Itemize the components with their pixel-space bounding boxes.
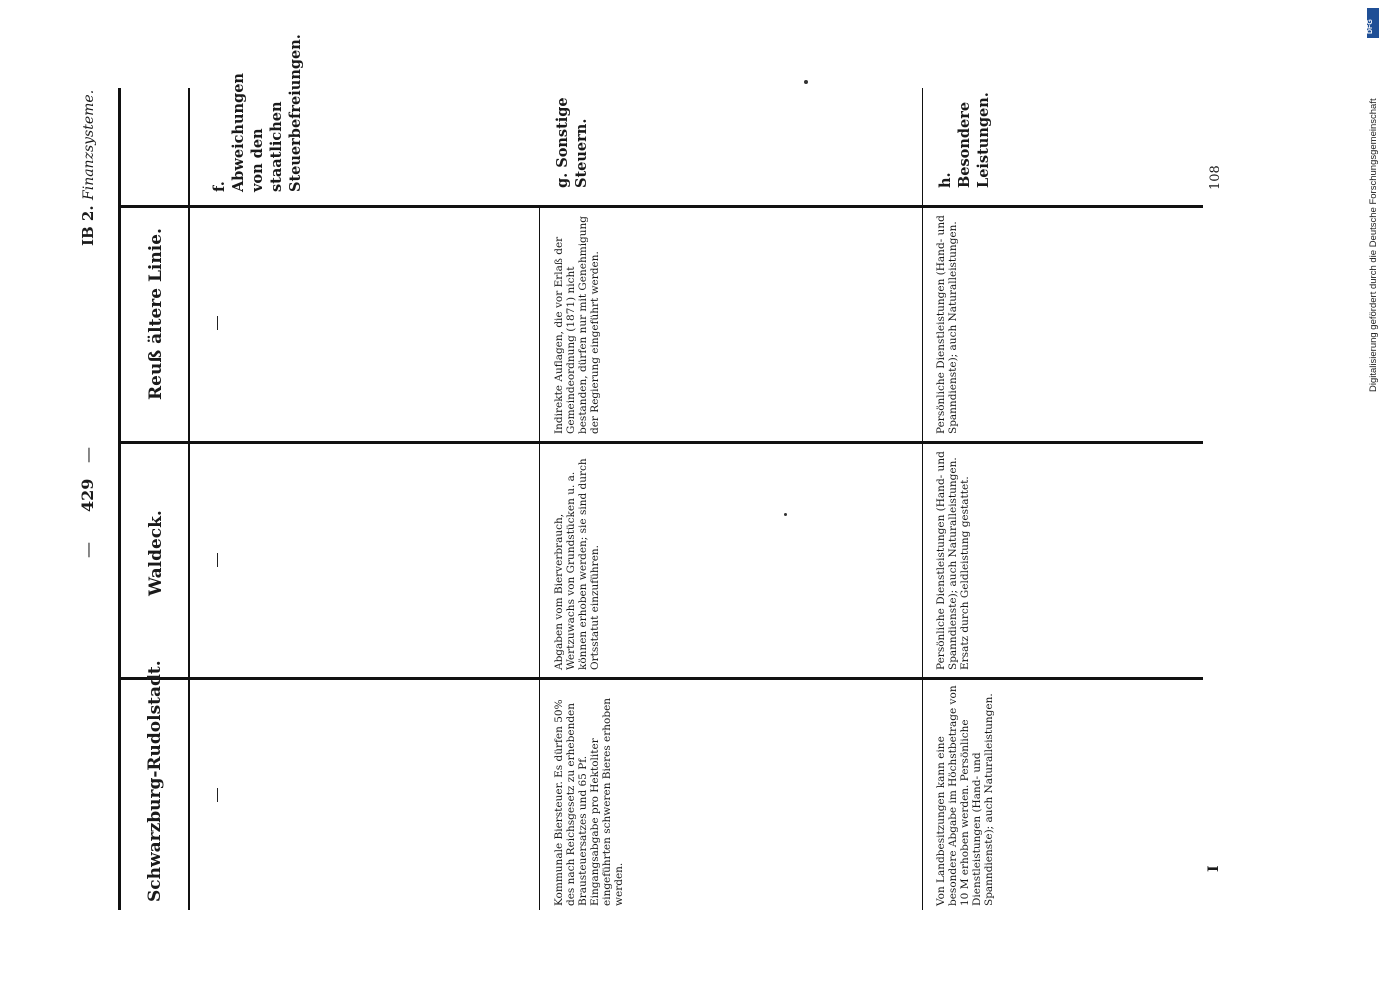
- row-label-f: f. Abweichungen von den staatlichen Steuerbefreiungen.: [211, 34, 304, 192]
- row-g-schwarzburg-text: Kommunale Biersteuer. Es dürfen 50% des nach Reichsgesetz zu erhebenden Brausteuersatzes und 65 Pf. Eingangsabgabe pro Hektoliter eingeführten schweren Bieres erhoben werden.: [553, 697, 625, 906]
- row-h-schwarzburg-text: Von Landbesitzungen kann eine besondere Abgabe im Höchstbetrage von 10 M erhoben werden. Persönliche Dienstleistungen (Hand- und Spanndienste); auch Naturalleistungen.: [935, 685, 995, 906]
- row-h-waldeck-text: Persönliche Dienstleistungen (Hand- und Spanndienste); auch Naturalleistungen. Ersatz durch Geldleistung gestattet.: [935, 451, 971, 670]
- row-g-waldeck-text: Abgaben vom Bierverbrauch, Wertzuwachs von Grundstücken u. a. können erhoben werden; sie sind durch Ortsstatut einzuführen.: [553, 458, 601, 670]
- row-rule-f-g: [539, 205, 540, 910]
- table-top-rule: [118, 88, 121, 910]
- scan-speck: [784, 513, 787, 516]
- header-bottom-rule: [188, 88, 190, 910]
- section-title: Finanzsysteme.: [81, 89, 97, 200]
- row-label-h: h. Besondere Leistungen.: [937, 92, 992, 188]
- column-header-schwarzburg: Schwarzburg-Rudolstadt.: [145, 660, 165, 902]
- column-rule-2: [120, 677, 1203, 680]
- row-rule-g-h: [922, 88, 923, 910]
- header-dash-left: —: [78, 542, 97, 558]
- row-f-reuss-dash: [217, 316, 218, 330]
- signature-marker: I: [1206, 865, 1222, 872]
- row-g-reuss-text: Indirekte Auflagen, die vor Erlaß der Gemeindeordnung (1871) nicht bestanden, dürfen nur mit Genehmigung der Regierung eingeführt werden.: [553, 215, 601, 434]
- column-header-reuss: Reuß ältere Linie.: [146, 228, 166, 400]
- column-header-waldeck: Waldeck.: [146, 510, 166, 596]
- row-label-g: g. Sonstige Steuern.: [554, 97, 590, 188]
- digitization-credit: Digitalisierung gefördert durch die Deutsche Forschungsgemeinschaft: [1368, 98, 1379, 392]
- section-label: IB 2.: [79, 205, 97, 246]
- folio-number: 108: [1208, 165, 1223, 190]
- dfg-logo-icon: DFG: [1367, 8, 1379, 38]
- row-h-reuss-text: Persönliche Dienstleistungen (Hand- und Spanndienste); auch Naturalleistungen.: [935, 215, 959, 434]
- page-number: 429: [78, 478, 97, 512]
- header-dash-right: —: [78, 447, 97, 463]
- column-rule-1: [120, 441, 1203, 444]
- label-column-rule: [120, 205, 1203, 208]
- row-f-waldeck-dash: [217, 553, 218, 567]
- scan-speck: [804, 80, 808, 84]
- row-f-schwarzburg-dash: [217, 788, 218, 802]
